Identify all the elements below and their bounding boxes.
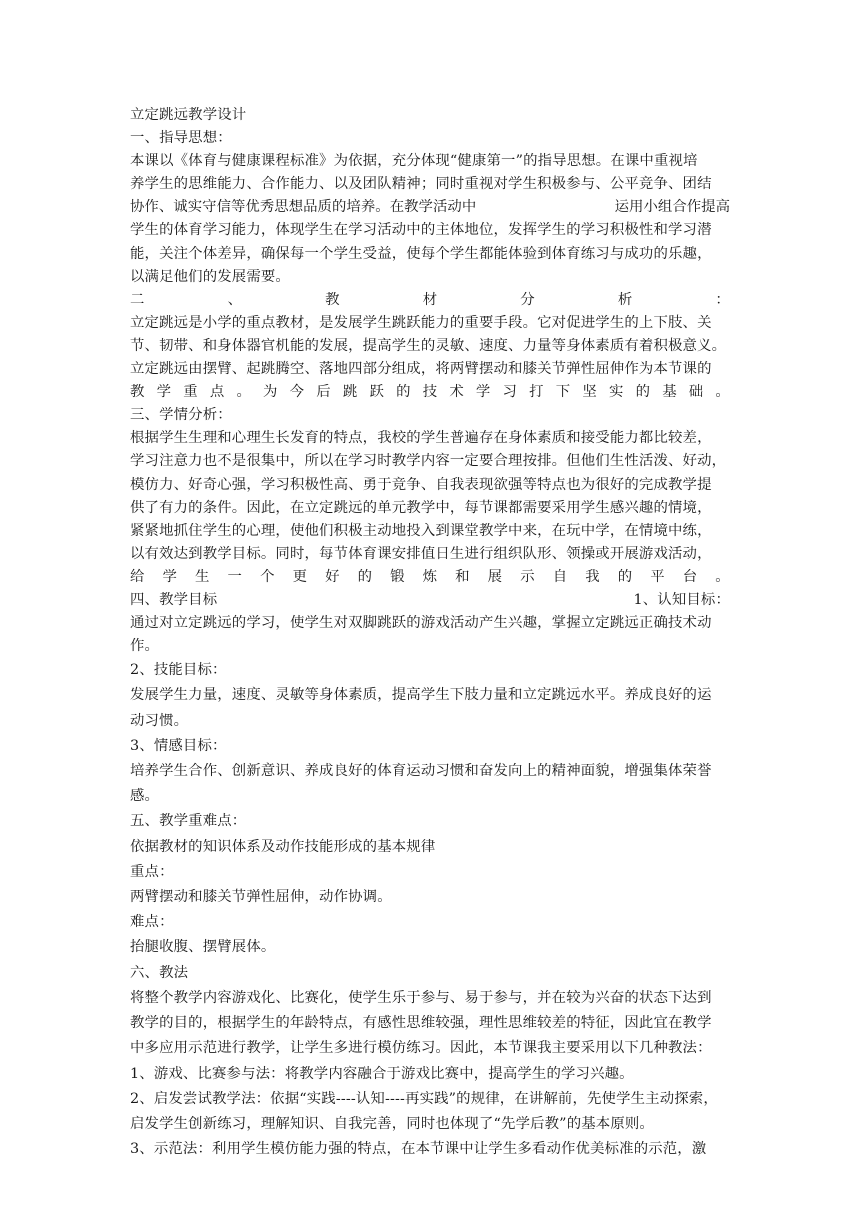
heading-char: ： bbox=[715, 291, 730, 308]
paragraph-line: 学习注意力也不是很集中，所以在学习时教学内容一定要合理按排。但他们生性活泼、好动， bbox=[130, 453, 727, 470]
heading-char: 析 bbox=[617, 291, 633, 308]
paragraph-line: 供了有力的条件。因此，在立定跳远的单元教学中，每节课都需要采用学生感兴趣的情境， bbox=[130, 499, 712, 516]
section-heading-guiding-thought: 一、指导思想： bbox=[130, 130, 232, 147]
paragraph-line: 本课以《体育与健康课程标准》为依据，充分体现“健康第一”的指导思想。在课中重视培 bbox=[130, 153, 698, 170]
justified-paragraph-line: 给 学 生 一 个 更 好 的 锻 炼 和 展 示 自 我 的 平 台 。 bbox=[130, 568, 730, 585]
paragraph-line: 通过对立定跳远的学习，使学生对双脚跳跃的游戏活动产生兴趣，掌握立定跳远正确技术动 bbox=[130, 615, 712, 632]
key-point-text: 两臂摆动和膝关节弹性屈伸，动作协调。 bbox=[130, 889, 392, 906]
paragraph-line: 根据学生生理和心理生长发育的特点，我校的学生普遍存在身体素质和接受能力都比较差， bbox=[130, 430, 712, 447]
subheading-skill-goal: 2、技能目标： bbox=[130, 662, 227, 679]
heading-char: 材 bbox=[422, 291, 438, 308]
section-heading-material-analysis bbox=[130, 289, 730, 312]
paragraph-line: 协作、诚实守信等优秀思想品质的培养。在教学活动中 运用小组合作提高 bbox=[130, 199, 731, 216]
paragraph-line: 作。 bbox=[130, 638, 160, 655]
subheading-emotional-goal: 3、情感目标： bbox=[130, 737, 227, 754]
document-page bbox=[130, 104, 730, 1162]
section-heading-teaching-goals bbox=[130, 589, 730, 612]
paragraph-line: 依据教材的知识体系及动作技能形成的基本规律 bbox=[130, 838, 436, 855]
paragraph-line: 发展学生力量，速度、灵敏等身体素质，提高学生下肢力量和立定跳远水平。养成良好的运 bbox=[130, 687, 712, 704]
section-heading-text: 四、教学目标 bbox=[130, 591, 218, 608]
difficulty-label: 难点： bbox=[130, 914, 174, 931]
paragraph-line: 培养学生合作、创新意识、养成良好的体育运动习惯和奋发向上的精神面貌，增强集体荣誉 bbox=[130, 763, 712, 780]
section-heading-learner-analysis: 三、学情分析： bbox=[130, 407, 232, 424]
paragraph-line: 节、韧带、和身体器官机能的发展，提高学生的灵敏、速度、力量等身体素质有着积极意义。 bbox=[130, 337, 727, 354]
paragraph-line: 模仿力、好奇心强，学习积极性高、勇于竞争、自我表现欲强等特点也为很好的完成教学提 bbox=[130, 476, 712, 493]
paragraph-line: 以满足他们的发展需要。 bbox=[130, 268, 290, 285]
difficulty-text: 抬腿收腹、摆臂展体。 bbox=[130, 939, 276, 956]
method-item-1: 1、游戏、比赛参与法：将教学内容融合于游戏比赛中，提高学生的学习兴趣。 bbox=[130, 1065, 634, 1082]
paragraph-line: 动习惯。 bbox=[130, 712, 189, 729]
paragraph-line: 养学生的思维能力、合作能力、以及团队精神；同时重视对学生积极参与、公平竞争、团结 bbox=[130, 176, 712, 193]
section-heading-key-difficulties: 五、教学重难点： bbox=[130, 813, 247, 830]
paragraph-line: 立定跳远是小学的重点教材，是发展学生跳跃能力的重要手段。它对促进学生的上下肢、关 bbox=[130, 314, 712, 331]
paragraph-line: 以有效达到教学目标。同时，每节体育课安排值日生进行组织队形、领操或开展游戏活动， bbox=[130, 545, 712, 562]
paragraph-line: 学生的体育学习能力，体现学生在学习活动中的主体地位，发挥学生的学习积极性和学习潜 bbox=[130, 222, 712, 239]
subheading-cognitive-goal: 1、认知目标： bbox=[633, 591, 730, 608]
heading-char: 教 bbox=[325, 291, 340, 308]
paragraph-line: 教学的目的，根据学生的年龄特点，有感性思维较强，理性思维较差的特征，因此宜在教学 bbox=[130, 1015, 712, 1032]
paragraph-line: 感。 bbox=[130, 788, 160, 805]
section-heading-teaching-methods: 六、教法 bbox=[130, 964, 189, 981]
heading-char: 分 bbox=[520, 291, 535, 308]
heading-char: 二 bbox=[130, 291, 145, 308]
method-item-3: 3、示范法：利用学生模仿能力强的特点，在本节课中让学生多看动作优美标准的示范，激 bbox=[130, 1141, 707, 1158]
method-item-2: 2、启发尝试教学法：依据“实践----认知----再实践”的规律，在讲解前，先使学生主动探索， bbox=[130, 1090, 718, 1107]
paragraph-line: 中多应用示范进行教学，让学生多进行模仿练习。因此，本节课我主要采用以下几种教法： bbox=[130, 1040, 712, 1057]
key-point-label: 重点： bbox=[130, 863, 174, 880]
paragraph-line: 启发学生创新练习，理解知识、自我完善，同时也体现了“先学后教”的基本原则。 bbox=[130, 1115, 654, 1132]
paragraph-line: 紧紧地抓住学生的心理，使他们积极主动地投入到课堂教学中来，在玩中学，在情境中练， bbox=[130, 522, 712, 539]
justified-paragraph-line: 教 学 重 点 。 为 今 后 跳 跃 的 技 术 学 习 打 下 坚 实 的 基 础 。 bbox=[130, 384, 730, 401]
heading-char: 、 bbox=[227, 291, 243, 308]
document-title: 立定跳远教学设计 bbox=[130, 107, 247, 123]
paragraph-line: 能，关注个体差异，确保每一个学生受益，使每个学生都能体验到体育练习与成功的乐趣， bbox=[130, 245, 712, 262]
paragraph-line: 立定跳远由摆臂、起跳腾空、落地四部分组成，将两臂摆动和膝关节弹性屈伸作为本节课的 bbox=[130, 361, 712, 378]
paragraph-line: 将整个教学内容游戏化、比赛化，使学生乐于参与、易于参与，并在较为兴奋的状态下达到 bbox=[130, 989, 712, 1006]
